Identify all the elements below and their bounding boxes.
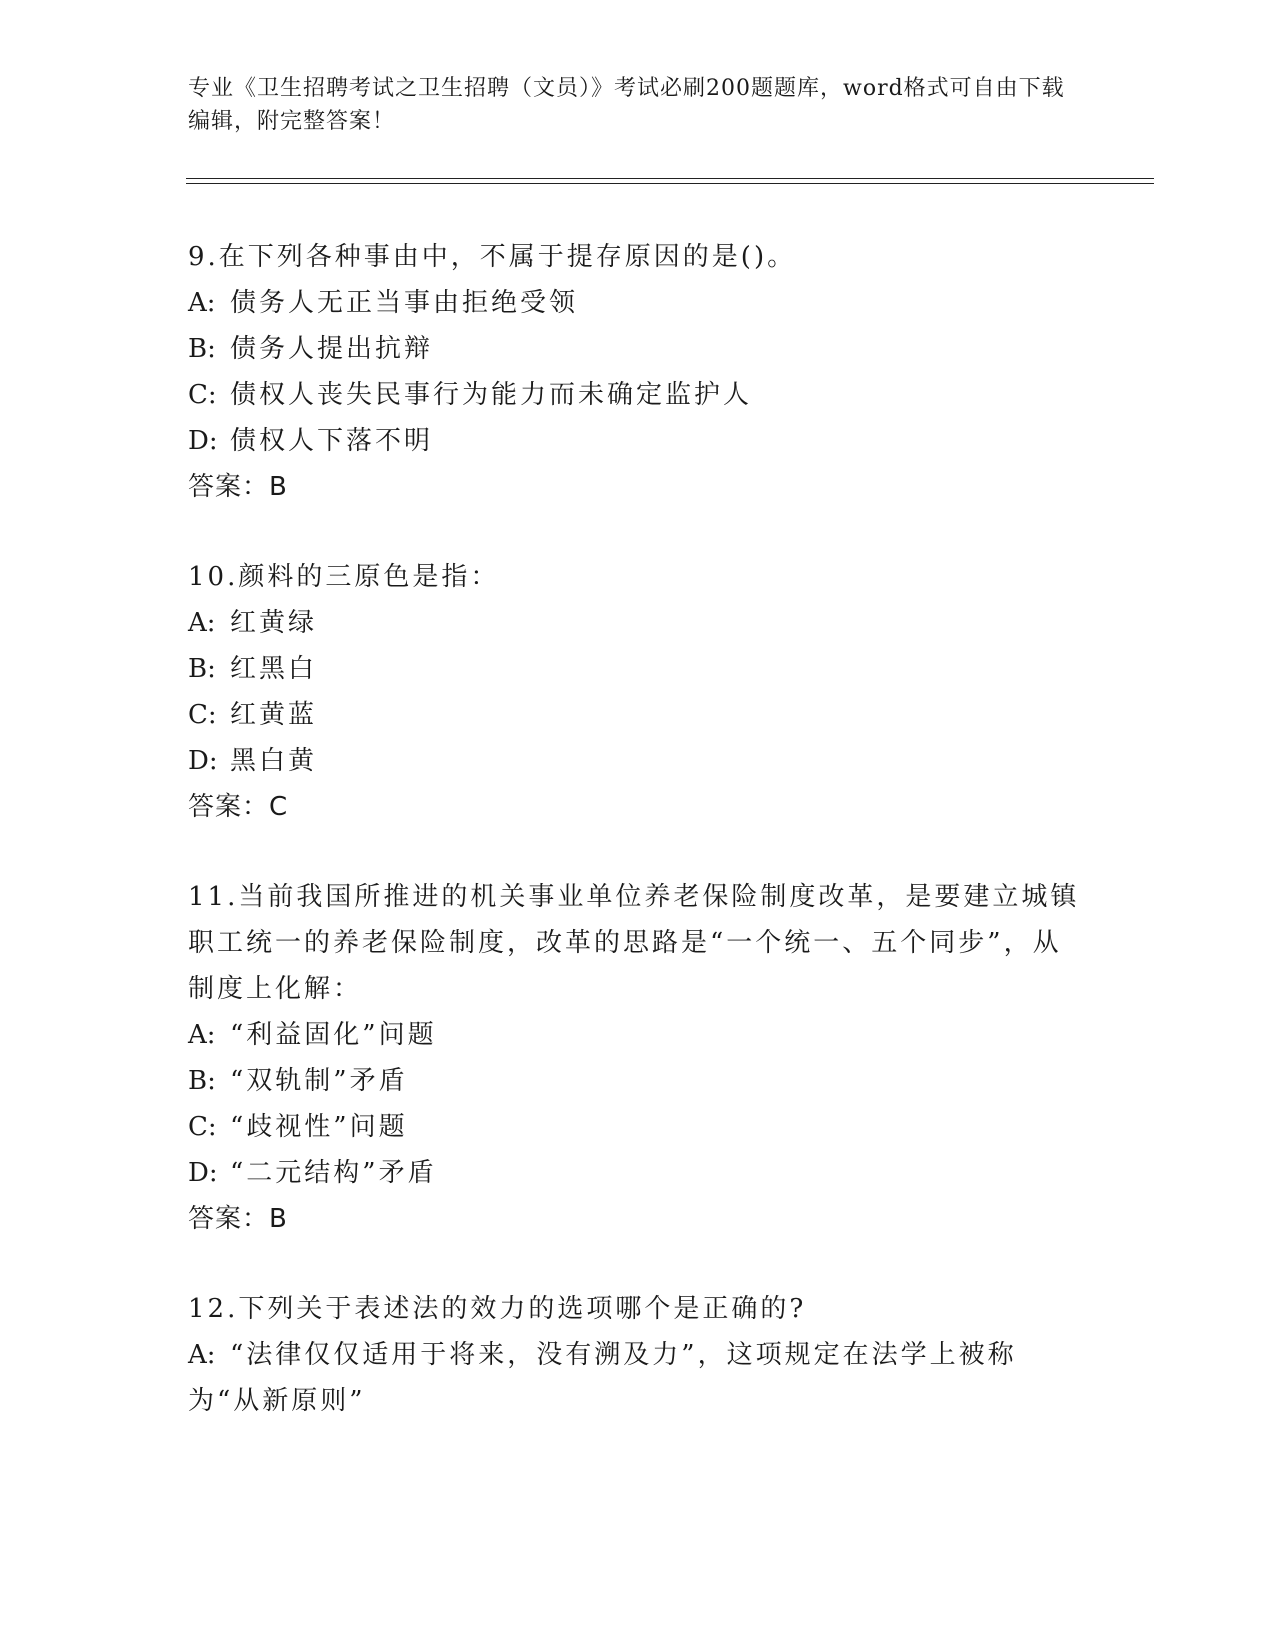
option-c [188, 372, 1088, 418]
option-text: 债权人下落不明 [230, 426, 434, 456]
option-key: D: [188, 1158, 218, 1188]
option-a [188, 600, 1088, 646]
option-key: D: [188, 746, 218, 776]
question-block [188, 554, 1088, 830]
option-text: 红黑白 [230, 654, 318, 684]
question-block [188, 234, 1088, 510]
question-block [188, 1286, 1088, 1424]
option-key: A: [188, 608, 216, 638]
question-stem: 11.当前我国所推进的机关事业单位养老保险制度改革，是要建立城镇职工统一的养老保险制度，改革的思路是“一个统一、五个同步”，从制度上化解： [188, 882, 1080, 1004]
option-key: A: [188, 1340, 216, 1370]
option-a [188, 280, 1088, 326]
answer: 答案：B [188, 472, 288, 502]
option-b [188, 326, 1088, 372]
option-text: 债务人提出抗辩 [230, 334, 434, 364]
option-text: “利益固化”问题 [230, 1020, 437, 1050]
question-block [188, 874, 1088, 1242]
option-text: 债务人无正当事由拒绝受领 [230, 288, 579, 318]
question-stem: 9.在下列各种事由中，不属于提存原因的是()。 [188, 242, 797, 272]
option-key: D: [188, 426, 218, 456]
option-b [188, 1058, 1088, 1104]
option-text: “法律仅仅适用于将来，没有溯及力”，这项规定在法学上被称为“从新原则” [188, 1340, 1017, 1416]
option-text: 黑白黄 [230, 746, 318, 776]
option-key: B: [188, 334, 216, 364]
option-key: A: [188, 288, 216, 318]
option-text: “二元结构”矛盾 [230, 1158, 437, 1188]
option-key: C: [188, 700, 217, 730]
option-a [188, 1332, 1088, 1424]
option-key: A: [188, 1020, 216, 1050]
option-key: C: [188, 1112, 217, 1142]
question-stem: 10.颜料的三原色是指： [188, 562, 500, 592]
header-divider-bottom [186, 183, 1154, 184]
answer: 答案：C [188, 792, 289, 822]
option-text: 红黄绿 [230, 608, 318, 638]
option-d [188, 1150, 1088, 1196]
question-stem: 12.下列关于表述法的效力的选项哪个是正确的? [188, 1294, 807, 1324]
option-text: “双轨制”矛盾 [230, 1066, 408, 1096]
option-d [188, 738, 1088, 784]
answer: 答案：B [188, 1204, 288, 1234]
option-d [188, 418, 1088, 464]
option-c [188, 1104, 1088, 1150]
header-divider-top [186, 178, 1154, 179]
option-text: 债权人丧失民事行为能力而未确定监护人 [230, 380, 753, 410]
option-text: 红黄蓝 [230, 700, 318, 730]
option-text: “歧视性”问题 [230, 1112, 408, 1142]
option-key: B: [188, 1066, 216, 1096]
option-key: C: [188, 380, 217, 410]
document-header: 专业《卫生招聘考试之卫生招聘（文员）》考试必刷200题题库，word格式可自由下载编辑，附完整答案！ [188, 76, 1065, 134]
option-key: B: [188, 654, 216, 684]
option-a [188, 1012, 1088, 1058]
option-b [188, 646, 1088, 692]
option-c [188, 692, 1088, 738]
